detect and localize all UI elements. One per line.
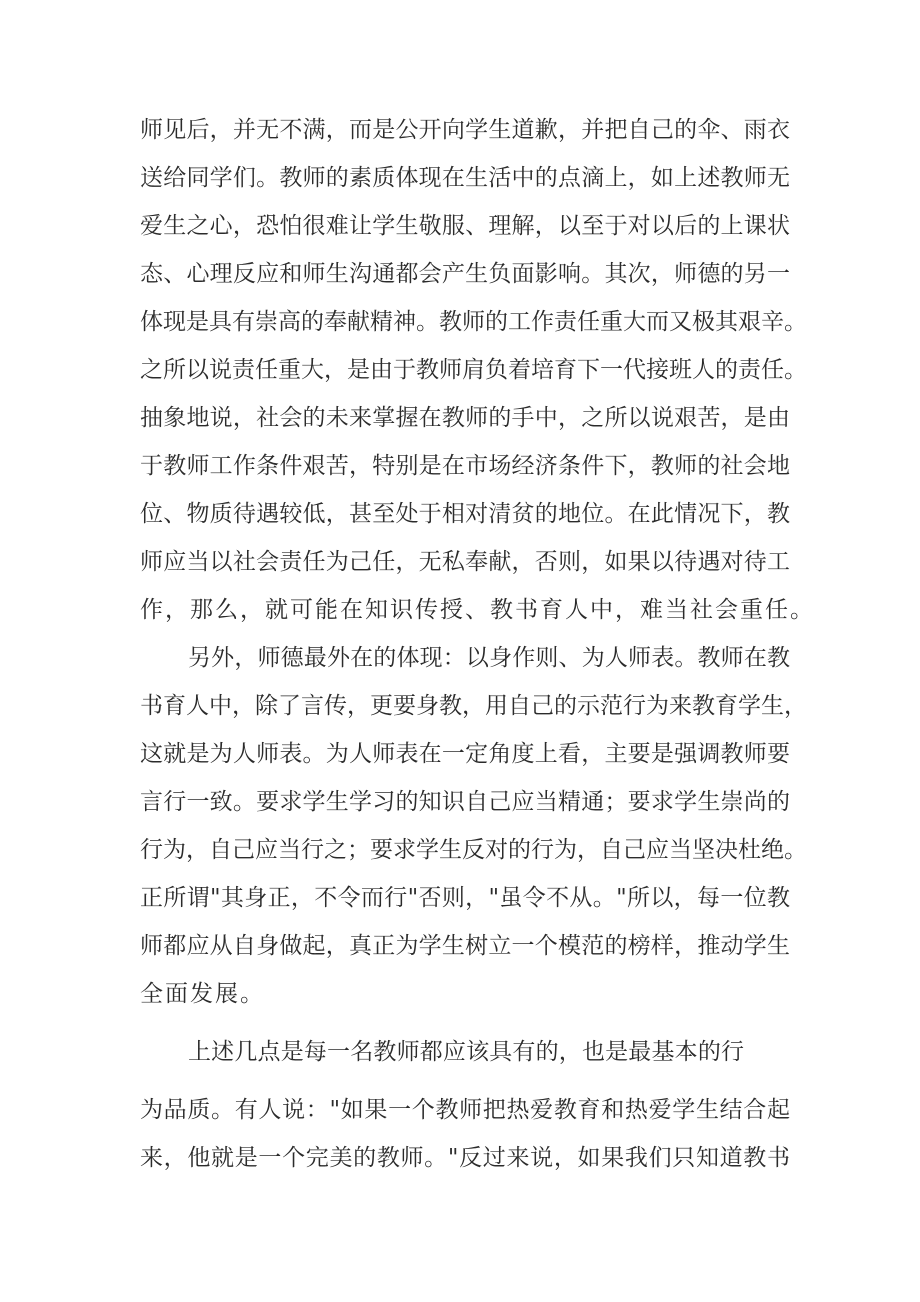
text-line: 正所谓"其身正，不令而行"否则，"虽令不从。"所以，每一位教 (140, 885, 790, 911)
text-line: 送给同学们。教师的素质体现在生活中的点滴上，如上述教师无 (140, 165, 790, 191)
text-line: 爱生之心，恐怕很难让学生敬服、理解，以至于对以后的上课状 (140, 213, 790, 239)
text-line: 师见后，并无不满，而是公开向学生道歉，并把自己的伞、雨衣 (140, 117, 790, 143)
paragraph-start-line: 上述几点是每一名教师都应该具有的，也是最基本的行 (188, 1039, 744, 1065)
text-line: 态、心理反应和师生沟通都会产生负面影响。其次，师德的另一 (140, 261, 790, 287)
paragraph-start-line: 另外，师德最外在的体现：以身作则、为人师表。教师在教 (188, 645, 790, 671)
text-line: 这就是为人师表。为人师表在一定角度上看，主要是强调教师要 (140, 741, 790, 767)
text-line: 体现是具有崇高的奉献精神。教师的工作责任重大而又极其艰辛。 (140, 309, 807, 335)
text-line: 位、物质待遇较低，甚至处于相对清贫的地位。在此情况下，教 (140, 501, 790, 527)
text-line: 书育人中，除了言传，更要身教，用自己的示范行为来教育学生， (140, 693, 807, 719)
text-line: 之所以说责任重大，是由于教师肩负着培育下一代接班人的责任。 (140, 357, 807, 383)
text-line: 行为，自己应当行之；要求学生反对的行为，自己应当坚决杜绝。 (140, 837, 807, 863)
text-line: 为品质。有人说："如果一个教师把热爱教育和热爱学生结合起 (140, 1097, 790, 1123)
text-line: 于教师工作条件艰苦，特别是在市场经济条件下，教师的社会地 (140, 453, 790, 479)
text-line: 师应当以社会责任为己任，无私奉献，否则，如果以待遇对待工 (140, 549, 790, 575)
text-line: 抽象地说，社会的未来掌握在教师的手中，之所以说艰苦，是由 (140, 405, 790, 431)
text-line: 来，他就是一个完美的教师。"反过来说，如果我们只知道教书 (140, 1145, 790, 1171)
text-line: 全面发展。 (140, 981, 265, 1007)
text-line: 作，那么，就可能在知识传授、教书育人中，难当社会重任。 (140, 597, 815, 623)
text-line: 言行一致。要求学生学习的知识自己应当精通；要求学生崇尚的 (140, 789, 790, 815)
text-line: 师都应从自身做起，真正为学生树立一个模范的榜样，推动学生 (140, 933, 790, 959)
